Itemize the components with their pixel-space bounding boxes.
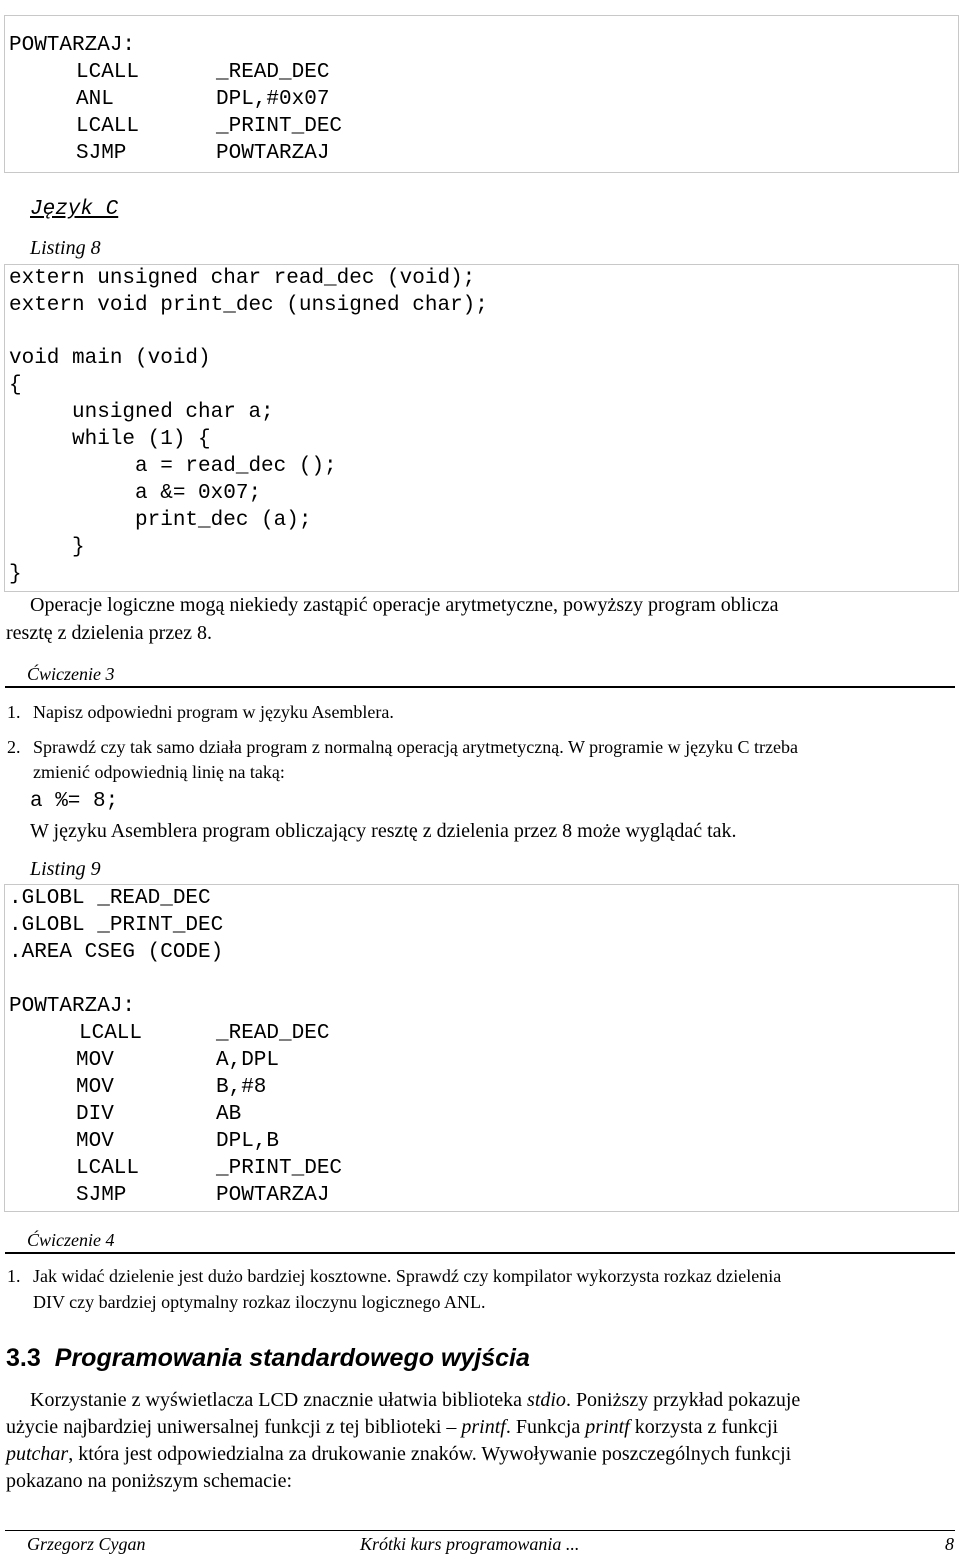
exercise3-title: Ćwiczenie 3: [27, 664, 115, 684]
exercise3-item2-line1: [33, 737, 798, 758]
para1-line2: resztę z dzielenia przez 8.: [6, 622, 212, 644]
exercise3-after: W języku Asemblera program obliczający resztę z dzielenia przez 8 może wyglądać tak.: [30, 820, 737, 842]
code-op: LCALL: [79, 1022, 143, 1045]
listing9-title: Listing 9: [30, 858, 101, 880]
para2-line2: użycie najbardziej uniwersalnej funkcji z tej biblioteki – printf. Funkcja printf korzysta z funkcji: [6, 1416, 779, 1438]
code-line: extern void print_dec (unsigned char);: [9, 294, 488, 317]
footer-page: 8: [945, 1534, 954, 1554]
exercise3-item2-line2: zmienić odpowiednią linię na taką:: [33, 762, 285, 782]
exercise3-code: a %= 8;: [30, 790, 119, 813]
exercise3-item2-num: 2.: [7, 737, 21, 757]
code-op: LCALL: [76, 1157, 140, 1180]
exercise3-item2-b: W programie w języku C trzeba: [563, 737, 799, 757]
code-line: void main (void): [9, 347, 211, 370]
para2-line1: Korzystanie z wyświetlacza LCD znacznie ułatwia biblioteka stdio. Poniższy przykład pokazuje: [30, 1389, 801, 1411]
code-op: MOV: [76, 1130, 114, 1153]
code-op: DIV: [76, 1103, 114, 1126]
exercise3-item2-a: Sprawdź czy tak samo działa program z normalną operacją arytmetyczną.: [33, 737, 564, 757]
code-op: ANL: [76, 88, 114, 111]
code-op: MOV: [76, 1049, 114, 1072]
code-line: a &= 0x07;: [9, 482, 262, 505]
exercise4-item1-num: 1.: [7, 1266, 21, 1286]
code-arg: DPL,#0x07: [216, 88, 330, 111]
code-line: unsigned char a;: [9, 401, 274, 424]
code-arg: _READ_DEC: [216, 1022, 330, 1045]
exercise4-item1-line2: DIV czy bardziej optymalny rozkaz iloczynu logicznego ANL.: [33, 1292, 486, 1312]
exercise3-rule: [5, 686, 955, 688]
top-code-box: [4, 15, 959, 173]
code-line: }: [9, 563, 22, 586]
code-op: LCALL: [76, 115, 140, 138]
code-op: LCALL: [76, 61, 140, 84]
code-arg: _READ_DEC: [216, 61, 330, 84]
code-line: .GLOBL _READ_DEC: [9, 887, 211, 910]
footer-title: Krótki kurs programowania ...: [360, 1534, 580, 1554]
code-op: MOV: [76, 1076, 114, 1099]
code-line: }: [9, 536, 85, 559]
code-line: .GLOBL _PRINT_DEC: [9, 914, 224, 937]
section-number: 3.3: [6, 1344, 41, 1372]
jezyk-c-heading: Język C: [30, 198, 119, 221]
code-line: print_dec (a);: [9, 509, 312, 532]
section-title: Programowania standardowego wyjścia: [54, 1344, 530, 1372]
code-line: {: [9, 374, 22, 397]
listing9-label: POWTARZAJ:: [9, 995, 136, 1018]
code-arg: POWTARZAJ: [216, 1184, 330, 1207]
footer-rule: [5, 1530, 955, 1531]
code-op: SJMP: [76, 142, 127, 165]
section-heading: [6, 1344, 530, 1373]
exercise4-item1-line1: [33, 1266, 781, 1287]
code-line: extern unsigned char read_dec (void);: [9, 267, 476, 290]
code-arg: B,#8: [216, 1076, 267, 1099]
para2-line3: putchar, która jest odpowiedzialna za drukowanie znaków. Wywoływanie poszczególnych funkcji: [6, 1443, 792, 1465]
para2-line4: pokazano na poniższym schemacie:: [6, 1470, 292, 1492]
code-op: SJMP: [76, 1184, 127, 1207]
exercise4-item1-b: Sprawdź czy kompilator wykorzysta rozkaz dzielenia: [391, 1266, 782, 1286]
code-arg: AB: [216, 1103, 242, 1126]
code-arg: _PRINT_DEC: [216, 115, 343, 138]
listing8-title: Listing 8: [30, 237, 101, 259]
exercise3-item1: Napisz odpowiedni program w języku Asemblera.: [33, 702, 394, 722]
code-line: while (1) {: [9, 428, 211, 451]
top-code-label: POWTARZAJ:: [9, 34, 136, 57]
code-arg: A,DPL: [216, 1049, 280, 1072]
exercise4-item1-a: Jak widać dzielenie jest dużo bardziej kosztowne.: [33, 1266, 392, 1286]
exercise4-title: Ćwiczenie 4: [27, 1230, 115, 1250]
code-line: a = read_dec ();: [9, 455, 337, 478]
code-arg: POWTARZAJ: [216, 142, 330, 165]
exercise4-rule: [5, 1252, 955, 1254]
code-arg: _PRINT_DEC: [216, 1157, 343, 1180]
para1-line1: Operacje logiczne mogą niekiedy zastąpić operacje arytmetyczne, powyższy program oblicza: [30, 594, 779, 616]
code-line: .AREA CSEG (CODE): [9, 941, 224, 964]
exercise3-item1-num: 1.: [7, 702, 21, 722]
code-arg: DPL,B: [216, 1130, 280, 1153]
footer-author: Grzegorz Cygan: [27, 1534, 146, 1554]
